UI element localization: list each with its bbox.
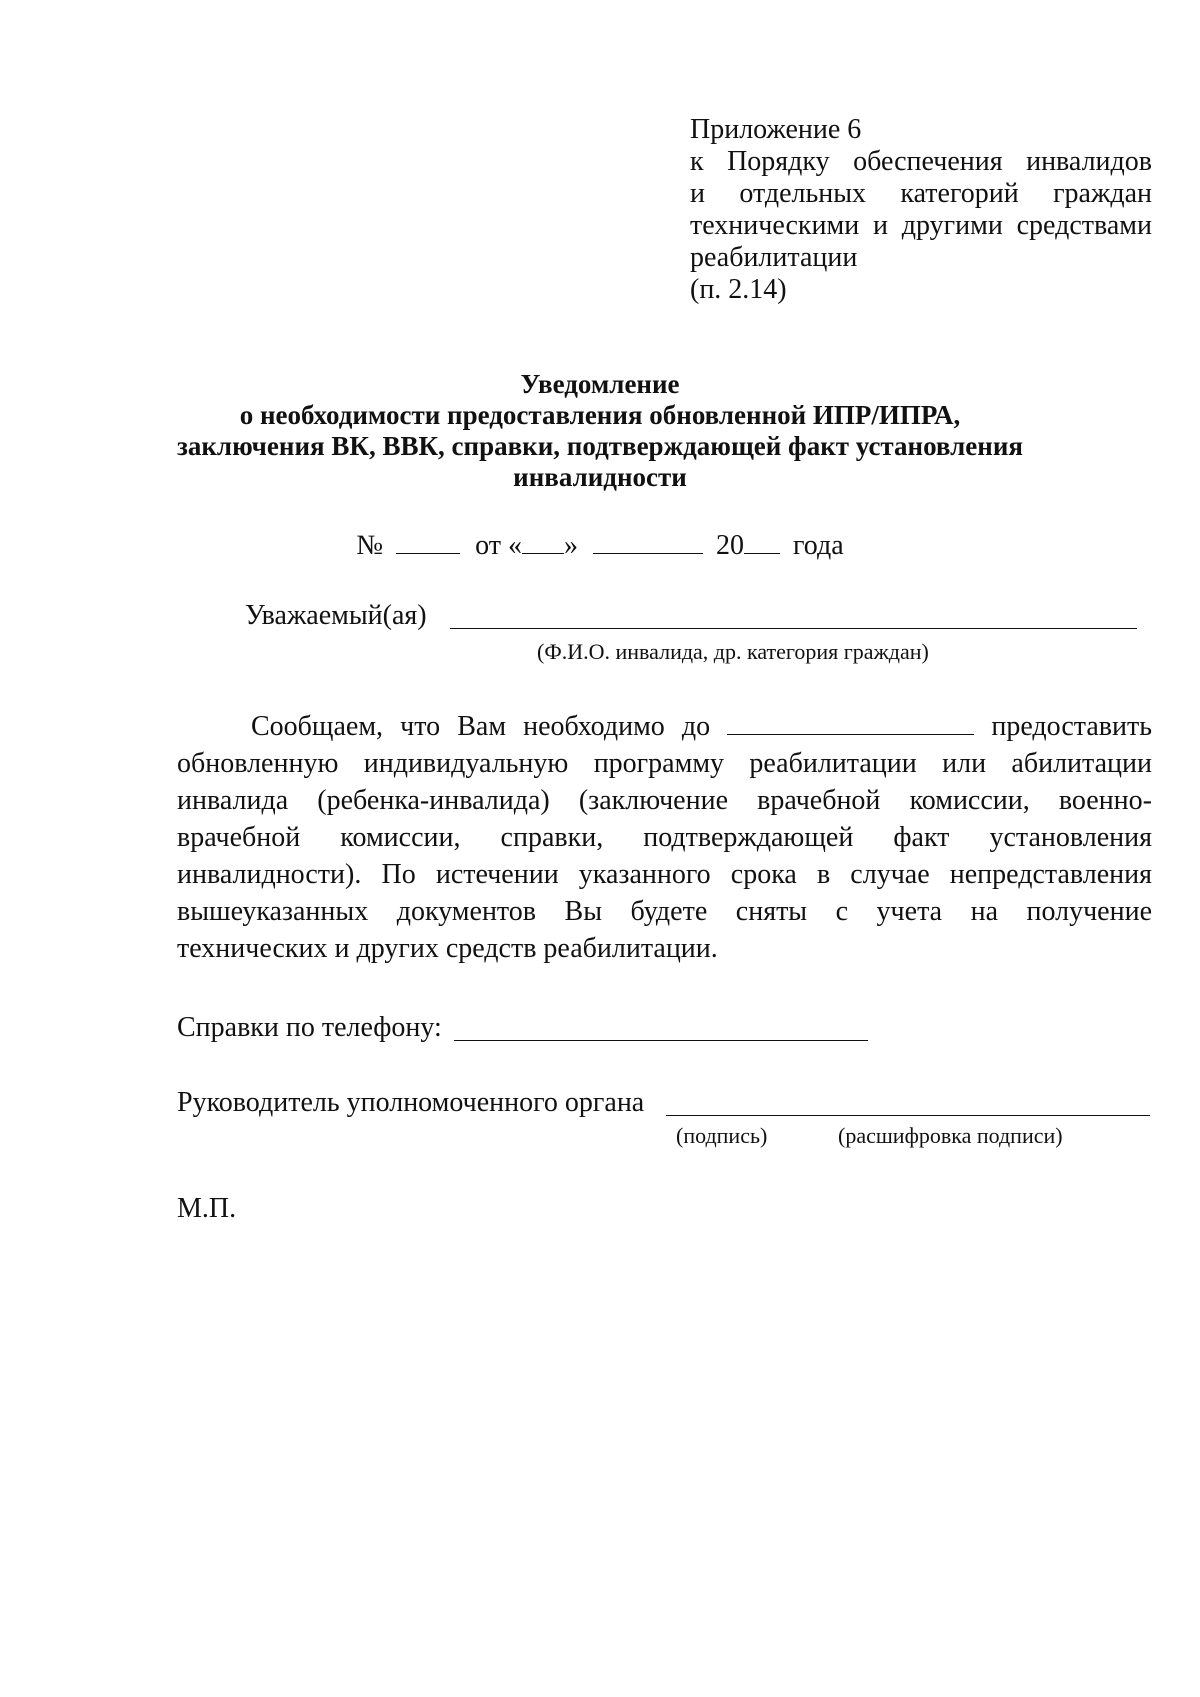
- title-line: Уведомление: [520, 369, 680, 399]
- title-line: инвалидности: [513, 462, 687, 492]
- notice-title: [0, 369, 1200, 493]
- body-line: [177, 708, 1152, 745]
- body-line: вышеуказанных документов Вы будете сняты с учета на получение: [177, 896, 1152, 927]
- salutation-label: Уважаемый(ая): [245, 600, 427, 631]
- month-field[interactable]: [593, 531, 703, 554]
- notice-body: [177, 708, 1152, 967]
- stamp-place-label: М.П.: [177, 1193, 237, 1224]
- quote-close: »: [563, 530, 578, 561]
- day-field[interactable]: [522, 531, 564, 554]
- from-label: от «: [475, 530, 522, 561]
- body-line: инвалида (ребенка-инвалида) (заключение врачебной комиссии, военно-: [177, 785, 1152, 816]
- recipient-name-field[interactable]: [450, 628, 1137, 629]
- title-line: о необходимости предоставления обновленной ИПР/ИПРА,: [239, 400, 961, 430]
- appendix-text-line: и отдельных категорий граждан: [690, 178, 1152, 209]
- body-line: технических и других средств реабилитации.: [177, 933, 718, 964]
- signature-hint: (подпись): [676, 1123, 768, 1148]
- title-line: заключения ВК, ВВК, справки, подтверждающей факт установления: [177, 431, 1023, 461]
- appendix-text-line: техническими и другими средствами: [690, 210, 1152, 241]
- body-line: обновленную индивидуальную программу реабилитации или абилитации: [177, 748, 1152, 779]
- number-field[interactable]: [396, 531, 460, 554]
- notice-number-line: [0, 530, 1200, 562]
- phone-label: Справки по телефону:: [177, 1012, 442, 1043]
- recipient-name-hint: (Ф.И.О. инвалида, др. категория граждан): [537, 639, 929, 664]
- appendix-clause-ref: (п. 2.14): [690, 274, 787, 305]
- signature-field[interactable]: [666, 1115, 1150, 1116]
- signature-decode-hint: (расшифровка подписи): [838, 1123, 1063, 1148]
- year-word: года: [792, 530, 844, 561]
- appendix-text-line: к Порядку обеспечения инвалидов: [690, 146, 1152, 177]
- number-sign: №: [356, 530, 384, 561]
- body-line-end: предоставить: [991, 711, 1153, 742]
- appendix-block: [690, 114, 1152, 306]
- appendix-title: Приложение 6: [690, 114, 862, 145]
- appendix-text-line: реабилитации: [690, 242, 858, 273]
- body-line: инвалидности). По истечении указанного срока в случае непредставления: [177, 859, 1152, 890]
- year-prefix: 20: [715, 530, 744, 561]
- year-field[interactable]: [744, 531, 780, 554]
- deadline-field[interactable]: [727, 712, 974, 735]
- body-line-start: Сообщаем, что Вам необходимо до: [251, 711, 711, 742]
- body-line: врачебной комиссии, справки, подтверждающей факт установления: [177, 822, 1152, 853]
- head-of-authority-label: Руководитель уполномоченного органа: [177, 1087, 645, 1118]
- phone-field[interactable]: [454, 1040, 868, 1041]
